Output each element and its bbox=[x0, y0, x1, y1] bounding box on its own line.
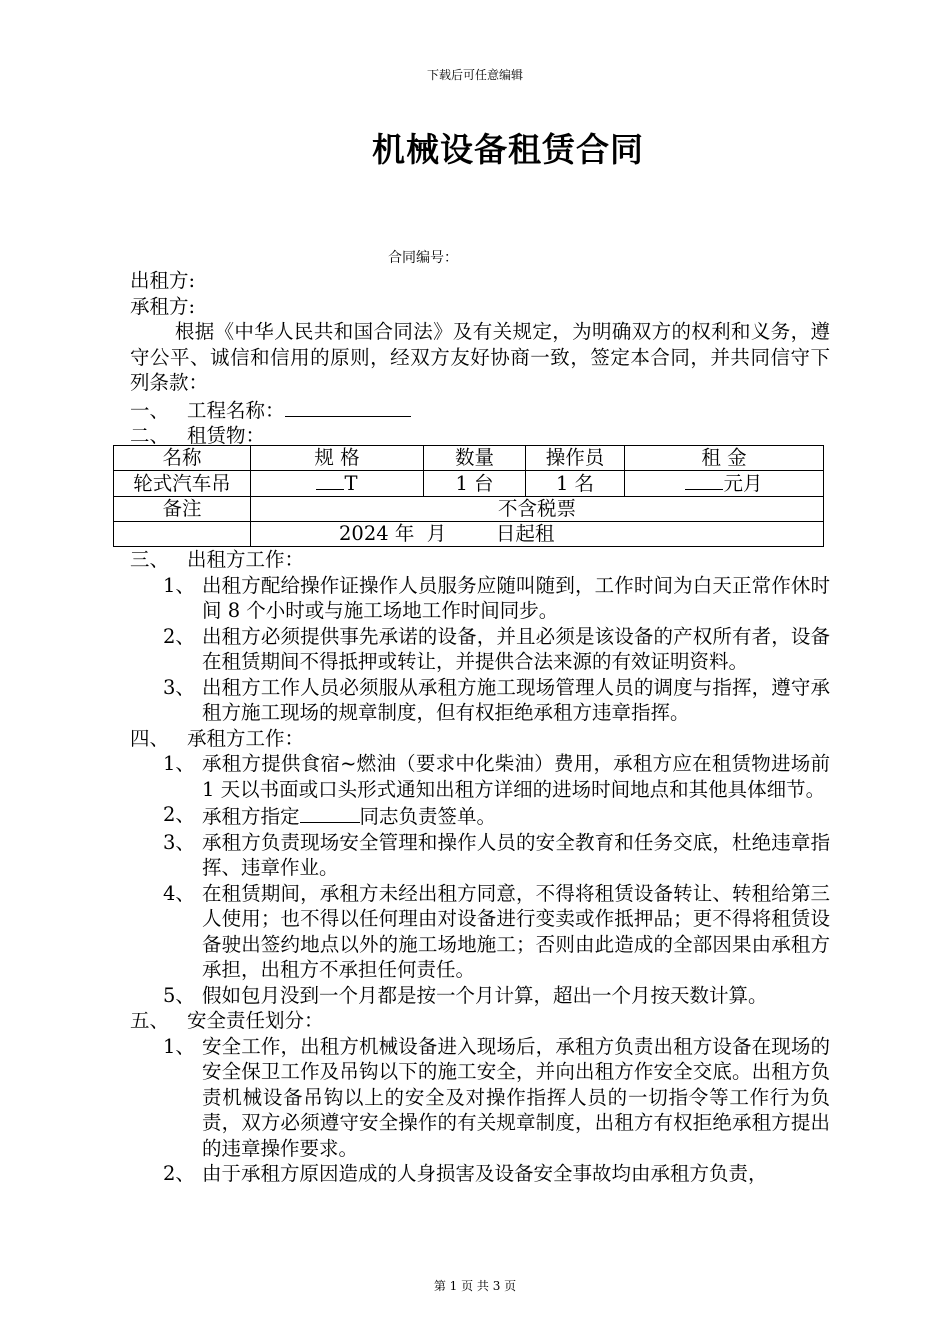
contract-number-label: 合同编号： bbox=[388, 250, 458, 266]
item-number: 1、 bbox=[163, 752, 195, 775]
table-cell-rent bbox=[625, 471, 824, 497]
table-cell-operator: 1 名 bbox=[526, 471, 625, 497]
table-header-cell: 规 格 bbox=[251, 446, 424, 471]
list-item bbox=[130, 830, 830, 881]
table-cell-start-date bbox=[251, 522, 824, 547]
item-text: 由于承租方原因造成的人身损害及设备安全事故均由承租方负责， bbox=[202, 1162, 768, 1185]
table-cell-remark-label: 备注 bbox=[114, 497, 251, 522]
table-header-cell: 操作员 bbox=[526, 446, 625, 471]
item-text: 出租方配给操作证操作人员服务应随叫随到，工作时间为白天正常作休时间 8 个小时或与施工场地工作时间同步。 bbox=[202, 573, 830, 622]
item-number: 2、 bbox=[163, 1162, 195, 1185]
item-number: 5、 bbox=[163, 983, 195, 1007]
spec-unit: T bbox=[344, 472, 358, 495]
item-number: 3、 bbox=[163, 675, 195, 699]
item-number: 2、 bbox=[163, 624, 195, 648]
list-item bbox=[130, 573, 830, 624]
section-title: 租赁物： bbox=[187, 424, 266, 447]
table-row bbox=[114, 522, 824, 547]
section-project-name bbox=[130, 396, 830, 424]
item-number: 3、 bbox=[163, 830, 195, 854]
section-number: 一、 bbox=[130, 398, 170, 422]
section-title: 承租方工作： bbox=[187, 726, 305, 750]
item-text: 在租赁期间，承租方未经出租方同意，不得将租赁设备转让、转租给第三人使用；也不得以任何理由对设备进行变卖或作抵押品；更不得将租赁设备驶出签约地点以外的施工场地施工；否则由此造成的全部因果由承租方承担，出租方不承担任何责任。 bbox=[202, 881, 830, 981]
table-cell-name: 轮式汽车吊 bbox=[114, 471, 251, 497]
list-item bbox=[130, 802, 830, 830]
header-note: 下载后可任意编辑 bbox=[426, 68, 523, 82]
section-number: 二、 bbox=[130, 424, 170, 447]
list-item bbox=[130, 983, 830, 1009]
list-item bbox=[130, 675, 830, 726]
project-name-blank bbox=[285, 396, 411, 417]
rent-unit: 元月 bbox=[723, 472, 763, 495]
item-number: 4、 bbox=[163, 881, 195, 905]
lessee-label: 承租方: bbox=[130, 294, 196, 318]
item-number: 1、 bbox=[163, 573, 195, 597]
item-text: 同志负责签单。 bbox=[359, 805, 497, 828]
item-number: 2、 bbox=[163, 803, 195, 826]
table-header-cell: 数量 bbox=[424, 446, 526, 471]
table-header-cell: 租 金 bbox=[625, 446, 824, 471]
table-cell-empty bbox=[114, 522, 251, 547]
section-number: 四、 bbox=[130, 726, 170, 750]
item-text: 假如包月没到一个月都是按一个月计算，超出一个月按天数计算。 bbox=[202, 983, 768, 1007]
list-item bbox=[130, 1161, 830, 1187]
spec-blank bbox=[316, 471, 344, 490]
section-safety-responsibility bbox=[130, 1008, 830, 1034]
section-lessor-duties bbox=[130, 547, 830, 573]
section-title: 工程名称： bbox=[187, 398, 285, 422]
item-number: 1、 bbox=[163, 1034, 195, 1058]
list-item bbox=[130, 751, 830, 802]
document-title: 机械设备租赁合同 bbox=[372, 130, 644, 169]
page-footer: 第 1 页 共 3 页 bbox=[433, 1279, 517, 1293]
contract-header-block bbox=[130, 268, 830, 449]
item-text: 承租方提供食宿~燃油（要求中化柴油）费用，承租方应在租赁物进场前 1 天以书面或口头形式通知出租方详细的进场时间地点和其他具体细节。 bbox=[202, 752, 830, 801]
section-number: 五、 bbox=[130, 1009, 170, 1032]
table-cell-spec bbox=[251, 471, 424, 497]
contract-terms-block bbox=[130, 547, 830, 1187]
start-month: 月 bbox=[426, 522, 447, 545]
section-lessee-duties bbox=[130, 726, 830, 752]
item-text: 出租方必须提供事先承诺的设备，并且必须是该设备的产权所有者，设备在租赁期间不得抵押或转让，并提供合法来源的有效证明资料。 bbox=[202, 624, 830, 673]
rental-items-table bbox=[113, 445, 824, 547]
item-text: 安全工作，出租方机械设备进入现场后，承租方负责出租方设备在现场的安全保卫工作及吊钩以下的施工安全，并向出租方作安全交底。出租方负责机械设备吊钩以上的安全及对操作指挥人员的一切指令等工作行为负责，双方必须遵守安全操作的有关规章制度，出租方有权拒绝承租方提出的违章操作要求。 bbox=[202, 1034, 830, 1160]
intro-paragraph: 根据《中华人民共和国合同法》及有关规定，为明确双方的权利和义务，遵守公平、诚信和信用的原则，经双方友好协商一致，签定本合同，并共同信守下列条款： bbox=[130, 320, 830, 394]
section-number: 三、 bbox=[130, 548, 170, 571]
signer-blank bbox=[300, 802, 360, 823]
table-cell-qty: 1 台 bbox=[424, 471, 526, 497]
list-item bbox=[130, 624, 830, 675]
section-title: 安全责任划分： bbox=[187, 1009, 324, 1032]
list-item bbox=[130, 881, 830, 983]
table-row bbox=[114, 471, 824, 497]
table-row bbox=[114, 497, 824, 522]
item-text: 承租方负责现场安全管理和操作人员的安全教育和任务交底，杜绝违章指挥、违章作业。 bbox=[202, 830, 830, 879]
table-header-cell: 名称 bbox=[114, 446, 251, 471]
section-title: 出租方工作： bbox=[187, 548, 305, 571]
start-day: 日起租 bbox=[495, 522, 555, 545]
item-text: 承租方指定 bbox=[202, 805, 300, 828]
item-text: 出租方工作人员必须服从承租方施工现场管理人员的调度与指挥，遵守承租方施工现场的规章制度，但有权拒绝承租方违章指挥。 bbox=[202, 675, 830, 724]
start-year: 2024 年 bbox=[339, 522, 415, 545]
list-item bbox=[130, 1034, 830, 1162]
lessor-label: 出租方: bbox=[130, 269, 196, 292]
table-cell-remark-value: 不含税票 bbox=[251, 497, 824, 522]
table-header-row bbox=[114, 446, 824, 471]
rent-blank bbox=[685, 471, 723, 490]
